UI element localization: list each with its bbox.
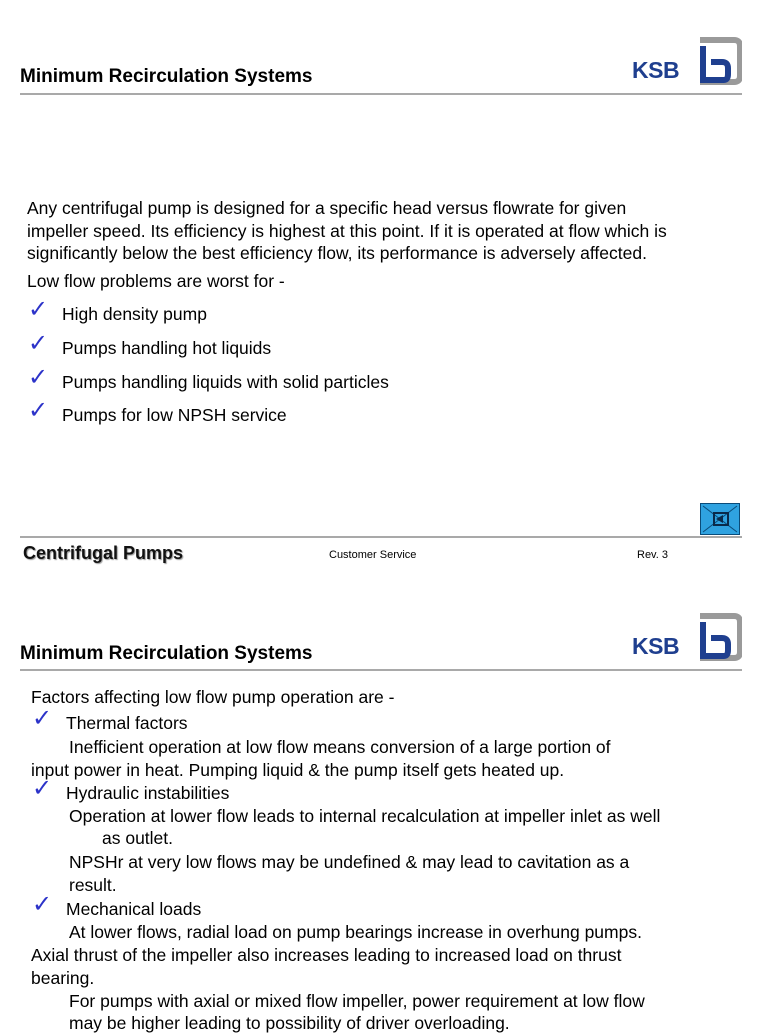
factor-label: Hydraulic instabilities (66, 783, 230, 803)
slide-1-title: Minimum Recirculation Systems (20, 66, 313, 87)
factor-label: Thermal factors (66, 713, 188, 733)
title-rule (20, 669, 742, 671)
checkmark-icon: ✓ (28, 296, 49, 323)
footer-title: Centrifugal Pumps (23, 543, 184, 563)
footer-rev: Rev. 3 (637, 549, 668, 561)
logo-text: KSB (632, 57, 680, 83)
ksb-logo-icon (632, 36, 744, 86)
slide-2-title: Minimum Recirculation Systems (20, 643, 313, 664)
logo-text: KSB (632, 633, 680, 659)
checkmark-icon: ✓ (32, 705, 53, 732)
checkmark-icon: ✓ (28, 330, 49, 357)
lead-text: Factors affecting low flow pump operation are - (31, 687, 395, 707)
footer-rule (20, 536, 742, 538)
back-nav-icon[interactable] (700, 503, 740, 535)
bullet-item: High density pump (62, 304, 207, 324)
checkmark-icon: ✓ (28, 397, 49, 424)
factor-label: Mechanical loads (66, 899, 202, 919)
bullet-item: Pumps handling hot liquids (62, 338, 272, 358)
footer-center: Customer Service (329, 549, 417, 561)
intro-paragraph: Any centrifugal pump is designed for a specific head versus flowrate for given impeller speed. Its efficiency is highest at this point. If it is operated at flow which is significantly below the best efficiency flow, its performance is adversely affected. (27, 198, 667, 263)
bullet-item: Pumps for low NPSH service (62, 405, 287, 425)
checkmark-icon: ✓ (28, 364, 49, 391)
lead-text: Low flow problems are worst for - (27, 271, 285, 291)
checkmark-icon: ✓ (32, 775, 53, 802)
checkmark-icon: ✓ (32, 891, 53, 918)
title-rule (20, 93, 742, 95)
bullet-item: Pumps handling liquids with solid particles (62, 372, 389, 392)
ksb-logo-icon (632, 612, 744, 662)
